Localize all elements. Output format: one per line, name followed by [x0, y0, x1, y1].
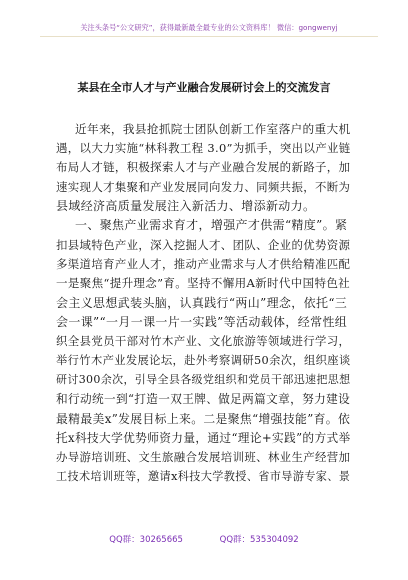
body-line: 布局人才链，积极探索人才与产业融合发展的新路子，加: [56, 160, 351, 174]
body-line: 近年来，我县抢抓院士团队创新工作室落户的重大机: [75, 122, 351, 136]
body-line: 研讨300余次，引导全县各级党组织和党员干部迅速把思想: [56, 373, 351, 386]
body-line: 举行竹木产业发展论坛，赴外考察调研50余次，组织座谈: [56, 354, 351, 367]
footer-contact: [0, 533, 408, 545]
document-title: 某县在全市人才与产业融合发展研讨会上的交流发言: [77, 81, 331, 94]
body-line: 会主义思想武装头脑，认真践行“两山”理念，依托“三: [56, 296, 348, 310]
qq-group-1: QQ群：30265665: [109, 535, 183, 545]
qq-group-2: QQ群：535304092: [219, 535, 299, 545]
body-line: 扣县域特色产业，深入挖掘人才、团队、企业的优势资源: [56, 238, 351, 252]
header-banner-text: 关注头条号“公文研究”，获得最新最全最专业的公文资料库！ 微信：gongwenyj: [80, 23, 338, 32]
body-line: 办导游培训班、文生旅融合发展培训班、林业生产经营加: [56, 450, 351, 464]
body-line: 多渠道培育产业人才，推动产业需求与人才供给精准匹配: [56, 257, 351, 271]
body-line: 速实现人才集聚和产业发展同向发力、同频共振，不断为: [56, 180, 351, 194]
body-line: 托x科技大学优势师资力量，通过“理论+实践”的方式举: [56, 431, 351, 445]
body-line: 和行动统一到“打造一双王牌、做足两篇文章，努力建设: [56, 392, 351, 406]
body-line: 一、聚焦产业需求育才，增强产才供需“精度”。紧: [75, 218, 348, 232]
body-line: 遇，以大力实施“林科教工程 3.0”为抓手，突出以产业链: [56, 141, 351, 155]
body-line: 工技术培训班等，邀请x科技大学教授、省市导游专家、景: [56, 470, 351, 483]
body-line: 织全县党员干部对竹木产业、文化旅游等领域进行学习，: [56, 334, 351, 348]
body-line: 最精最美x”发展目标上来。二是聚焦“增强技能”育。依: [56, 412, 351, 426]
body-line: 一是聚焦“提升理念”育。坚持不懈用A新时代中国特色社: [56, 276, 351, 290]
body-line: 县域经济高质量发展注入新活力、增添新动力。: [56, 199, 316, 213]
body-line: 会一课”“一月一课一片一实践”等活动载体，经常性组: [56, 315, 348, 329]
